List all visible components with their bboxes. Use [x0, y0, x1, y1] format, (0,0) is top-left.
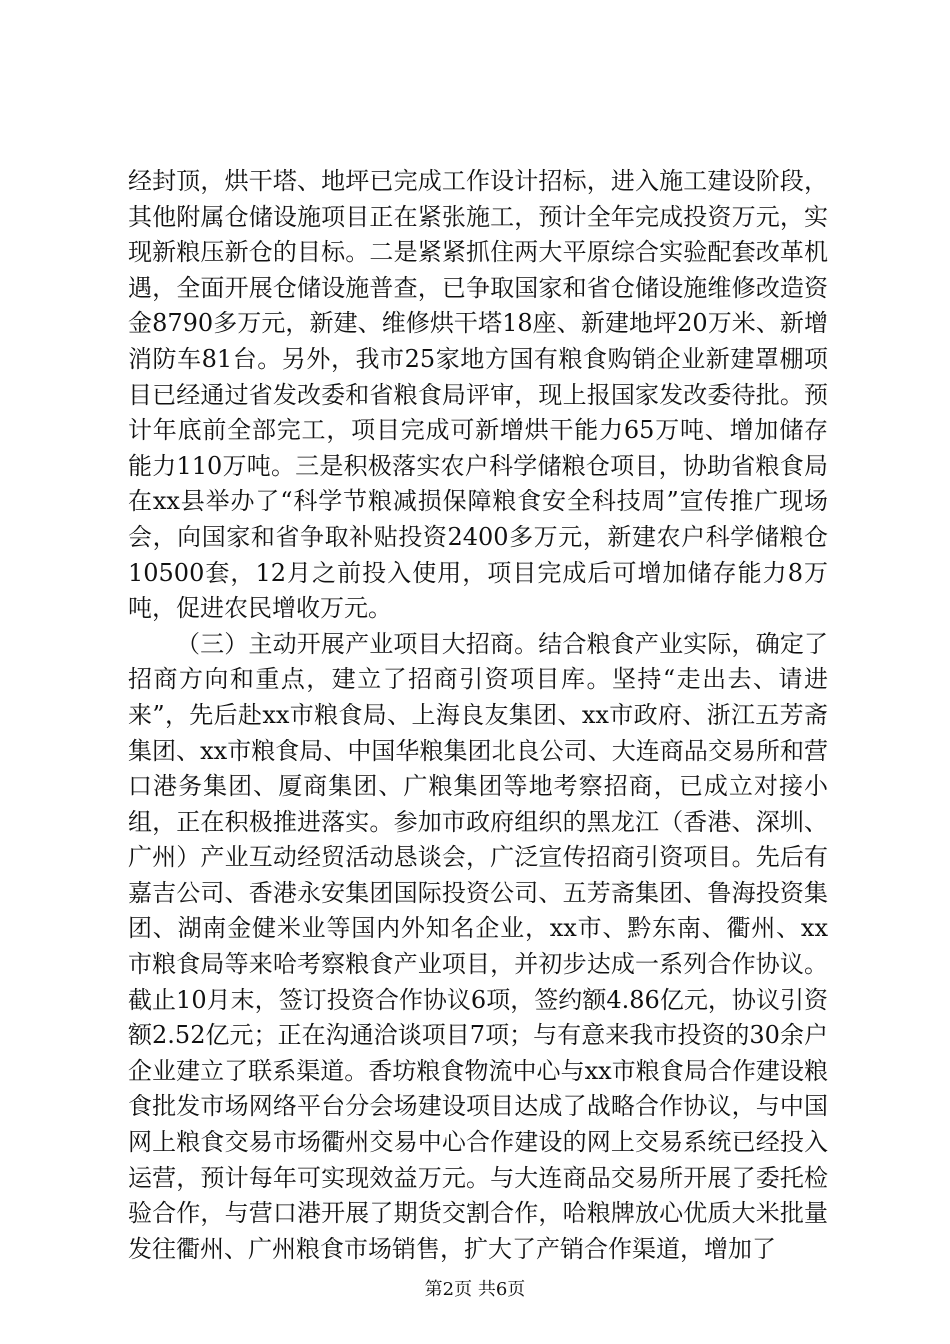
paragraph-storage-projects: 经封顶，烘干塔、地坪已完成工作设计招标，进入施工建设阶段，其他附属仓储设施项目正在紧张施工，预计全年完成投资万元，实现新粮压新仓的目标。二是紧紧抓住两大平原综合实验配套改革机遇，全面开展仓储设施普查，已争取国家和省仓储设施维修改造资金8790多万元，新建、维修烘干塔18座、新建地坪20万米、新增消防车81台。另外，我市25家地方国有粮食购销企业新建罩棚项目已经通过省发改委和省粮食局评审，现上报国家发改委待批。预计年底前全部完工，项目完成可新增烘干能力65万吨、增加储存能力110万吨。三是积极落实农户科学储粮仓项目，协助省粮食局在xx县举办了“科学节粮减损保障粮食安全科技周”宣传推广现场会，向国家和省争取补贴投资2400多万元，新建农户科学储粮仓10500套，12月之前投入使用，项目完成后可增加储存能力8万吨，促进农民增收万元。: [128, 167, 828, 623]
document-body: [128, 164, 828, 1267]
page-number-footer: 第2页 共6页: [424, 1279, 526, 1300]
paragraph-investment-attraction: （三）主动开展产业项目大招商。结合粮食产业实际，确定了招商方向和重点，建立了招商引资项目库。坚持“走出去、请进来”，先后赴xx市粮食局、上海良友集团、xx市政府、浙江五芳斋集团、xx市粮食局、中国华粮集团北良公司、大连商品交易所和营口港务集团、厦商集团、广粮集团等地考察招商，已成立对接小组，正在积极推进落实。参加市政府组织的黑龙江（香港、深圳、广州）产业互动经贸活动恳谈会，广泛宣传招商引资项目。先后有嘉吉公司、香港永安集团国际投资公司、五芳斋集团、鲁海投资集团、湖南金健米业等国内外知名企业，xx市、黔东南、衢州、xx市粮食局等来哈考察粮食产业项目，并初步达成一系列合作协议。截止10月末，签订投资合作协议6项，签约额4.86亿元，协议引资额2.52亿元；正在沟通洽谈项目7项；与有意来我市投资的30余户企业建立了联系渠道。香坊粮食物流中心与xx市粮食局合作建设粮食批发市场网络平台分会场建设项目达成了战略合作协议，与中国网上粮食交易市场衢州交易中心合作建设的网上交易系统已经投入运营，预计每年可实现效益万元。与大连商品交易所开展了委托检验合作，与营口港开展了期货交割合作，哈粮牌放心优质大米批量发往衢州、广州粮食市场销售，扩大了产销合作渠道，增加了: [128, 629, 828, 1263]
